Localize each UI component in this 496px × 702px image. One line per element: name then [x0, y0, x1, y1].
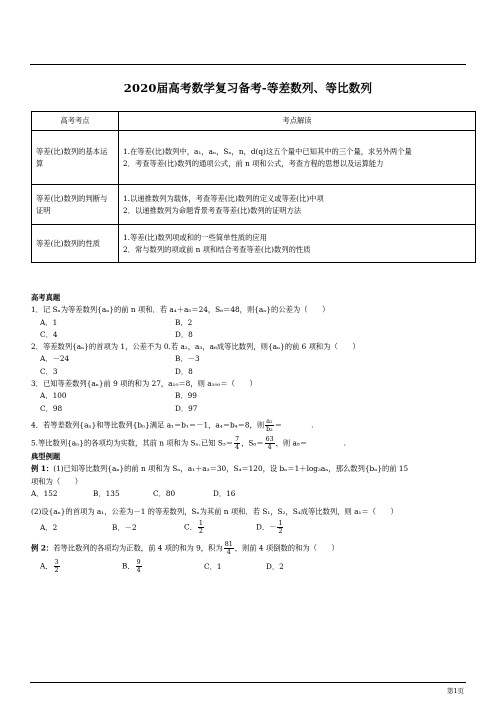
option: C．80 — [153, 488, 176, 498]
example-1-label: 例 1： — [31, 464, 54, 474]
question-5-text: 5.等比数列{aₙ}的各项均为实数，其前 n 项和为 Sₙ.已知 S₃＝ — [31, 438, 234, 448]
fraction-denominator: 4 — [226, 549, 231, 557]
example-2 — [31, 541, 471, 556]
fraction — [224, 541, 234, 556]
fraction-denominator: 2 — [278, 528, 283, 536]
table-cell-point: 等差(比)数列的性质 — [32, 225, 119, 263]
fraction-denominator: b₂ — [266, 425, 273, 433]
fraction-denominator: 2 — [198, 528, 203, 536]
option — [122, 559, 204, 574]
option-label: D．－ — [256, 522, 277, 532]
table-row — [32, 131, 476, 185]
options-row — [31, 317, 471, 329]
table-header-point: 高考考点 — [32, 112, 119, 131]
fraction-numerator: 3 — [54, 559, 59, 567]
header-rule — [30, 64, 466, 65]
question-5 — [31, 436, 471, 451]
section-heading-examples: 典型例题 — [31, 451, 61, 461]
example-1 — [31, 463, 471, 475]
option-label: C． — [184, 522, 197, 532]
reading-line: 1.以递推数列为载体，考查等差(比)数列的定义或等差(比)中项 — [123, 193, 324, 203]
option-label: B． — [122, 561, 135, 571]
fraction — [136, 559, 142, 574]
fraction-denominator: 4 — [267, 443, 272, 451]
option: B．99 — [175, 391, 197, 401]
option: A．152 — [31, 488, 58, 498]
reading-line: 2．考查等差(比)数列的通项公式，前 n 项和公式，考查方程的思想以及运算能力 — [123, 158, 384, 168]
fraction-numerator: 1 — [198, 520, 203, 528]
example-1-text: (1)已知等比数列{aₙ}的前 n 项和为 Sₙ，a₁＋a₃＝30，S₄＝120，设 bₙ＝1＋log₃aₙ，那么数列{bₙ}的前 15 — [53, 464, 409, 474]
options-row — [31, 329, 471, 341]
option: A．1 — [40, 317, 58, 327]
exam-points-table — [31, 111, 476, 263]
option: D．2 — [266, 561, 284, 571]
fraction-denominator: 4 — [136, 567, 141, 575]
option: B．－3 — [175, 354, 200, 364]
question-5-text-mid: ，S₆＝ — [241, 438, 264, 448]
option: C．4 — [40, 329, 58, 339]
question-2: 2．等差数列{aₙ}的首项为 1，公差不为 0.若 a₂，a₃，a₆成等比数列，则{aₙ}的前 6 项和为（ ） — [31, 342, 360, 352]
option: A．2 — [40, 522, 58, 532]
option: B．2 — [175, 317, 193, 327]
table-row — [32, 225, 476, 263]
option: A．100 — [40, 391, 67, 401]
options-row — [31, 488, 471, 500]
option — [40, 559, 122, 574]
options-row — [31, 520, 471, 535]
options-row — [31, 353, 471, 365]
reading-line: 1.在等差(比)数列中，a₁，aₙ，Sₙ，n，d(q)这五个量中已知其中的三个量，求另外两个量 — [123, 146, 412, 156]
fraction-numerator: 1 — [278, 520, 283, 528]
table-cell-point: 等差(比)数列的判断与证明 — [32, 185, 119, 225]
fraction — [54, 559, 60, 574]
options-row — [31, 366, 471, 378]
section-heading-real: 高考真题 — [31, 293, 61, 302]
question-5-blank: ，则 a₈＝ . — [275, 438, 346, 448]
example-1-part-2: (2)设{aₙ}的首项为 a₁，公差为－1 的等差数列，Sₙ为其前 n 项和．若 S₁，S₂，S₄成等比数列，则 a₁＝（ ） — [31, 507, 398, 517]
fraction — [277, 520, 283, 535]
option — [256, 520, 284, 535]
question-4 — [31, 418, 471, 433]
footer-rule — [30, 682, 466, 683]
option-label: A． — [40, 561, 53, 571]
fraction — [265, 418, 274, 433]
options-row — [31, 403, 471, 415]
example-2-text-post: ，则前 4 项倒数的和为（ ） — [234, 543, 339, 553]
question-4-blank: ＝ . — [274, 420, 314, 430]
question-4-text: 4．若等差数列{aₙ}和等比数列{bₙ}满足 a₁＝b₁＝－1，a₄＝b₄＝8，则 — [31, 420, 265, 430]
option: C．1 — [204, 561, 222, 571]
option: C．3 — [40, 366, 58, 376]
option: C．98 — [40, 403, 63, 413]
option: D．8 — [175, 366, 193, 376]
reading-line: 1.等差(比)数列项或和的一些简单性质的应用 — [123, 232, 267, 242]
table-cell-reading — [119, 185, 476, 225]
question-3: 3．已知等差数列{aₙ}前 9 项的和为 27，a₁₀＝8，则 a₁₀₀＝（ ） — [31, 379, 257, 389]
option: D．97 — [175, 403, 198, 413]
fraction-numerator: 9 — [136, 559, 141, 567]
options-row — [31, 559, 471, 574]
option — [184, 520, 256, 535]
table-header-row — [32, 112, 476, 131]
fraction-numerator: 63 — [265, 435, 274, 443]
table-cell-reading — [119, 225, 476, 263]
question-1: 1．记 Sₙ为等差数列{aₙ}的前 n 项和．若 a₄＋a₅＝24，S₆＝48，则{aₙ}的公差为（ ） — [31, 305, 330, 315]
example-2-text: 若等比数列的各项均为正数，前 4 项的和为 9，积为 — [53, 543, 223, 553]
page-number: 第1页 — [446, 687, 464, 695]
fraction-numerator: 7 — [235, 435, 240, 443]
options-row — [31, 390, 471, 402]
table-cell-point: 等差(比)数列的基本运算 — [32, 131, 119, 185]
option: D．8 — [175, 329, 193, 339]
option: A．－24 — [40, 354, 70, 364]
questions-body — [31, 292, 471, 574]
table-header-reading: 考点解读 — [119, 112, 476, 131]
example-2-label: 例 2： — [31, 543, 54, 553]
fraction-denominator: 2 — [54, 567, 59, 575]
option: B．－2 — [112, 522, 137, 532]
example-1-cont: 项和为（ ） — [31, 476, 83, 486]
fraction-numerator: 81 — [224, 541, 233, 549]
table-cell-reading — [119, 131, 476, 185]
fraction — [198, 520, 204, 535]
page-title: 2020届高考数学复习备考-等差数列、等比数列 — [123, 81, 373, 95]
fraction-numerator: a₂ — [266, 417, 273, 425]
fraction — [265, 436, 275, 451]
table-row — [32, 185, 476, 225]
reading-line: 2．常与数列的项或前 n 项和结合考查等差(比)数列的性质 — [123, 244, 311, 254]
option: D．16 — [213, 488, 236, 498]
option: B．135 — [93, 488, 120, 498]
fraction-denominator: 4 — [235, 443, 240, 451]
fraction — [234, 436, 240, 451]
reading-line: 2．以递推数列为命题背景考查等差(比)数列的证明方法 — [123, 205, 302, 215]
